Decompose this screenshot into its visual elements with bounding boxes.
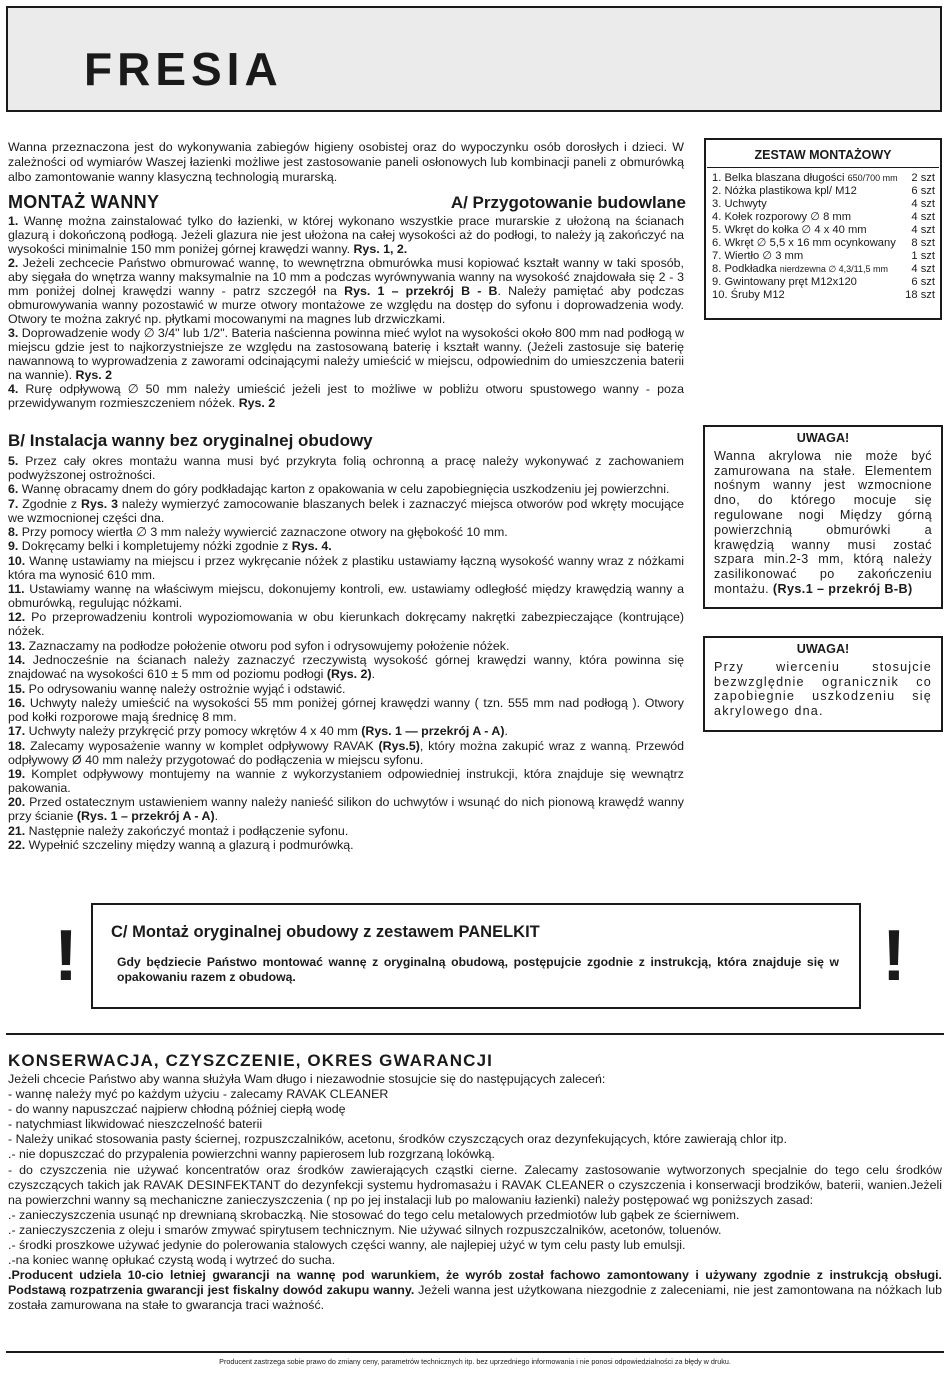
instruction-item xyxy=(8,327,684,383)
kit-divider xyxy=(707,167,939,168)
item-reference: Rys. 1 – przekrój B - B xyxy=(344,284,498,299)
instruction-item xyxy=(8,796,684,824)
item-number: 15. xyxy=(8,681,26,696)
exclamation-left-icon: ! xyxy=(54,916,78,996)
item-number: 3. xyxy=(8,326,19,341)
item-number: 4. xyxy=(8,382,19,397)
items-b-list xyxy=(8,455,684,853)
item-text: Przy pomocy wiertła ∅ 3 mm należy wywiercić zaznaczone otwory na głębokość 10 mm. xyxy=(18,525,508,540)
kit-item-name-wrap xyxy=(712,224,867,237)
item-text-after: . Należy pamiętać aby podczas obmurowywania wanny pozostawić w murze otwory montażowe ze względu na dostęp do syfonu i doprowadzenia wody. Otwory te można zakryć np. płytkami mocowanymi na magnes lub drzwiczkami. xyxy=(8,284,684,326)
instruction-item xyxy=(8,526,684,540)
item-reference: Rys. 4. xyxy=(291,539,332,554)
kit-item-name: 3. Uchwyty xyxy=(712,198,767,210)
kit-item-name: 6. Wkręt ∅ 5,5 x 16 mm ocynkowany xyxy=(712,237,896,249)
section-a-subtitle: A/ Przygotowanie budowlane xyxy=(450,193,686,212)
warranty-paragraph xyxy=(8,1268,942,1313)
conservation-line: .- zanieczyszczenia usunąć np drewnianą skrobaczką. Nie stosować do tego celu metalowych przedmiotów lub gąbek ze ścierniwem. xyxy=(8,1207,740,1222)
instruction-item xyxy=(8,540,684,554)
warning-text-ref: (Rys.1 – przekrój B-B) xyxy=(772,581,913,596)
conservation-title: KONSERWACJA, CZYSZCZENIE, OKRES GWARANCJI xyxy=(8,1051,493,1070)
kit-item xyxy=(706,263,940,276)
divider-top xyxy=(6,1033,944,1035)
item-text: Przez cały okres montażu wanna musi być przykryta folią ochronną a pracę należy wykonywać z zachowaniem podwyższonej ostrożności. xyxy=(8,454,684,482)
kit-item-qty: 18 szt xyxy=(905,289,935,301)
instruction-item xyxy=(8,825,684,839)
kit-item-name-wrap xyxy=(712,237,896,250)
kit-item-qty: 6 szt xyxy=(911,276,935,288)
item-number: 17. xyxy=(8,724,26,739)
conservation-text xyxy=(8,1072,942,1314)
item-text: Doprowadzenie wody ∅ 3/4" lub 1/2". Bateria naścienna powinna mieć wylot na wysokości około 800 mm nad podłogą w miejscu gdzie jest to najkorzystniejsze ze względu na zastosowaną baterię i kształt wanny. (Jeżeli zastosuje się baterię nawannową to wyprowadzenia z zaworami odcinającymi należy umieścić w miejscu, odpowiednim do umieszczenia baterii na wannie). xyxy=(8,326,684,382)
kit-item-name-wrap xyxy=(712,211,851,224)
conservation-line: - do wanny napuszczać najpierw chłodną później ciepłą wodę xyxy=(8,1102,346,1117)
warning-text-main: Wanna akrylowa nie może być zamurowana na stałe. Elementem nośnym wanny jest wzmocnione dno, do którego mocuje się regulowane nogi Między górną powierzchnią obmurówki a krawędzią wanny musi zostać szpara min.2-3 mm, którą należy zasilikonować po zakończeniu montażu. xyxy=(714,448,932,596)
kit-item xyxy=(706,276,940,289)
item-text: Ustawiamy wannę na właściwym miejscu, dokonujemy kontroli, ew. ustawiamy odległość między krawędzią wanny a obmurówką, regulując nóżkami. xyxy=(8,582,684,611)
warning-text: Przy wierceniu stosujcie bezwzględnie ogranicznik co zapobiegnie uszkodzeniu się akrylowego dna. xyxy=(714,659,932,719)
warning-box-acrylic xyxy=(703,425,943,609)
kit-item-detail: nierdzewna ∅ 4,3/11,5 mm xyxy=(779,264,889,274)
conservation-line: Jeżeli chcecie Państwo aby wanna służyła Wam długo i niezawodnie stosujcie się do następujących zaleceń: xyxy=(8,1072,606,1086)
warning-title: UWAGA! xyxy=(796,642,850,656)
item-text: Zgodnie z xyxy=(18,496,82,511)
kit-item xyxy=(706,250,940,263)
conservation-line: .-na koniec wannę opłukać czystą wodą i wytrzeć do sucha. xyxy=(8,1253,336,1268)
instruction-item xyxy=(8,683,684,697)
item-number: 18. xyxy=(8,738,26,753)
instruction-item xyxy=(8,257,684,327)
kit-item xyxy=(706,224,940,237)
instruction-item xyxy=(8,555,684,583)
instruction-item xyxy=(8,483,684,497)
item-reference: (Rys. 1 – przekrój A - A) xyxy=(76,809,215,824)
item-text-after: należy wymierzyć zamocowanie blaszanych belek i zaznaczyć miejsca otworów pod wkręty mocujące we wzmocnionej części dna. xyxy=(8,496,684,525)
warning-text xyxy=(714,449,932,597)
item-text: Uchwyty należy przykręcić przy pomocy wkrętów 4 x 40 mm xyxy=(25,724,362,739)
item-number: 22. xyxy=(8,837,26,852)
instruction-item xyxy=(8,839,684,853)
conservation-line: - natychmiast likwidować nieszczelność baterii xyxy=(8,1117,263,1132)
kit-item-name: 8. Podkładka xyxy=(712,263,777,275)
kit-item-name: 5. Wkręt do kołka ∅ 4 x 40 mm xyxy=(712,224,867,236)
item-reference: Rys. 2 xyxy=(75,367,113,382)
kit-item-qty: 4 szt xyxy=(911,211,935,223)
kit-item xyxy=(706,289,940,302)
item-number: 16. xyxy=(8,695,26,710)
conservation-line: .- nie dopuszczać do przypalenia powierzchni wanny papierosem lub rozgrzaną lokówką. xyxy=(8,1147,495,1162)
item-reference: (Rys. 2) xyxy=(326,667,372,682)
item-number: 5. xyxy=(8,454,19,468)
item-text: Wannę można zainstalować tylko do łazienki, w której wykonano wszystkie prace murarskie z ułożoną na ścianach glazurą i dokończoną podłogą. Jeżeli glazura nie jest ułożona na całej wysokości aż do podłogi, to należy ją zakończyć na wysokości minimalnie 150 mm poniżej górnej krawędzi wanny. xyxy=(8,214,684,256)
section-c-title: C/ Montaż oryginalnej obudowy z zestawem PANELKIT xyxy=(111,923,540,941)
conservation-line: - do czyszczenia nie używać koncentratów oraz środków zawierających cząstki cierne. Zalecamy zastosowanie wytworzonych specjalnie do tego celu środków czyszczących takich jak RAVAK DESINFEKTANT do dezynfekcji systemu hydromasażu i RAVAK CLEANER o czyszczenia i konserwacji brodzików, baterii, wanien.Jeżeli na powierzchni wanny są mechaniczne zanieczyszczenia ( np po jej instalacji lub po malowaniu łazienki) należy postępować wg poniższych zasad: xyxy=(8,1162,942,1207)
item-text: Po przeprowadzeniu kontroli wypoziomowania w obu kierunkach dokręcamy nakrętki zabezpieczające (kontrujące) nóżek. xyxy=(8,610,684,639)
item-text: Zaznaczamy na podłodze położenie otworu pod syfon i odrysowujemy położenie nóżek. xyxy=(25,638,510,653)
divider-bottom xyxy=(6,1351,944,1353)
kit-item-name: 9. Gwintowany pręt M12x120 xyxy=(712,276,857,288)
item-number: 2. xyxy=(8,256,19,271)
conservation-line: - Należy unikać stosowania pasty ściernej, rozpuszczalników, acetonu, środków czyszczących oraz dezynfekujących, które zawierają chlor itp. xyxy=(8,1132,787,1147)
kit-item-name-wrap xyxy=(712,289,785,302)
kit-item xyxy=(706,172,940,185)
kit-item-name-wrap xyxy=(712,250,803,263)
kit-item-name-wrap xyxy=(712,276,857,289)
item-number: 10. xyxy=(8,553,26,568)
item-number: 6. xyxy=(8,482,19,497)
item-reference: Rys. 1, 2. xyxy=(353,241,408,256)
kit-item-name: 4. Kołek rozporowy ∅ 8 mm xyxy=(712,211,852,223)
item-number: 12. xyxy=(8,610,26,625)
item-text: Jeżeli zechcecie Państwo obmurować wannę, to wewnętrzna obmurówka musi kopiować kształt wanny w taki sposób, aby sięgała do wnętrza wanny maksymalnie na 10 mm a podczas wyrównywania wanny na wysokość znajdowała się 2 - 3 mm poniżej dolnej krawędzi wanny - patrz szczegół na xyxy=(8,256,684,299)
item-text-after: . xyxy=(214,809,219,824)
kit-title: ZESTAW MONTAŻOWY xyxy=(754,148,892,162)
instruction-item xyxy=(8,215,684,257)
item-number: 11. xyxy=(8,582,25,597)
footer-disclaimer: Producent zastrzega sobie prawo do zmiany ceny, parametrów technicznych itp. bez uprzedniego informowania i nie ponosi odpowiedzialności za błędy w druku. xyxy=(219,1357,731,1366)
item-text-after: . xyxy=(504,724,508,739)
intro-paragraph: Wanna przeznaczona jest do wykonywania zabiegów higieny osobistej oraz do wypoczynku osób dorosłych i dzieci. W zależności od wymiarów Waszej łazienki możliwe jest zastosowanie paneli osłonowych lub kombinacji paneli z obmurówką albo zamontowanie wanny klasyczną technologią murarską. xyxy=(8,140,684,184)
kit-item xyxy=(706,211,940,224)
item-number: 7. xyxy=(8,496,19,511)
warning-title: UWAGA! xyxy=(796,431,850,445)
warranty-rest: Jeżeli wanna jest użytkowana niezgodnie z zaleceniami, nie jest zamontowana na nóżkach lub została zamurowana na stałe to gwarancja traci ważność. xyxy=(8,1283,942,1313)
kit-item-qty: 4 szt xyxy=(911,198,935,210)
item-text-after: . xyxy=(371,667,376,682)
kit-item-detail: 650/700 mm xyxy=(847,173,898,183)
item-text: Następnie należy zakończyć montaż i podłączenie syfonu. xyxy=(25,823,349,838)
item-number: 20. xyxy=(8,795,26,810)
kit-item xyxy=(706,185,940,198)
item-text: Rurę odpływową ∅ 50 mm należy umieścić jeżeli jest to możliwe w pobliżu otworu spustowego wanny - poza przewidywanym rozmieszczeniem nóżek. xyxy=(8,382,684,411)
instruction-item xyxy=(8,697,684,725)
items-a-list xyxy=(8,215,684,412)
kit-item-qty: 1 szt xyxy=(911,250,935,262)
kit-item-qty: 4 szt xyxy=(911,224,935,236)
kit-item-qty: 8 szt xyxy=(911,237,935,249)
item-text: Przed ostatecznym ustawieniem wanny należy nanieść silikon do uchwytów i wsunąć do nich pionową krawędź wanny przy ścianie xyxy=(8,795,684,824)
section-c-text: Gdy będziecie Państwo montować wannę z oryginalną obudową, postępujcie zgodnie z instrukcją, która znajduje się w opakowaniu razem z obudową. xyxy=(117,955,839,984)
warranty-bold: .Producent udziela 10-cio letniej gwarancji na wannę pod warunkiem, że wyrób został fachowo zamontowany i używany zgodnie z instrukcją obsługi. Podstawą rozpatrzenia gwarancji jest fiskalny dowód zakupu wanny. xyxy=(8,1268,942,1298)
instruction-item xyxy=(8,740,684,768)
instruction-item xyxy=(8,611,684,639)
item-reference: Rys. 3 xyxy=(81,496,118,511)
instruction-item xyxy=(8,583,684,611)
instruction-item xyxy=(8,498,684,526)
kit-item-name: 1. Belka blaszana długości xyxy=(712,172,845,184)
kit-list xyxy=(706,172,940,302)
instruction-item xyxy=(8,768,684,796)
section-b-title: B/ Instalacja wanny bez oryginalnej obudowy xyxy=(8,431,373,450)
item-text: Wypełnić szczeliny między wanną a glazurą i podmurówką. xyxy=(25,837,354,852)
item-number: 14. xyxy=(8,653,26,668)
item-text: Zalecamy wyposażenie wanny w komplet odpływowy RAVAK xyxy=(25,738,379,753)
conservation-line: .- środki proszkowe używać jedynie do polerowania stalowych części wanny, ale najlepiej użyć w tym celu pasty lub emulsji. xyxy=(8,1238,686,1253)
instruction-item xyxy=(8,640,684,654)
section-c-box xyxy=(91,903,861,1009)
item-text: Uchwyty należy umieścić na wysokości 55 mm poniżej górnej krawędzi wanny ( tzn. 555 mm nad podłogą ). Otwory pod kołki rozporowe mają średnicę 8 mm. xyxy=(8,695,684,724)
item-number: 21. xyxy=(8,823,26,838)
product-title: FRESIA xyxy=(84,43,283,95)
item-text: Wannę obracamy dnem do góry podkładając karton z opakowania w celu zapobiegnięcia uszkodzeniu jej powierzchni. xyxy=(18,482,670,497)
instruction-item xyxy=(8,654,684,682)
item-reference: (Rys. 1 — przekrój A - A) xyxy=(361,724,505,739)
section-a-title: MONTAŻ WANNY xyxy=(8,192,160,212)
kit-item-name-wrap xyxy=(712,263,888,276)
item-number: 19. xyxy=(8,766,26,781)
item-text: Komplet odpływowy montujemy na wannie z wykorzystaniem odpowiedniej instrukcji, która znajduje się wewnątrz pakowania. xyxy=(8,766,684,795)
exclamation-right-icon: ! xyxy=(882,916,906,996)
item-text: Dokręcamy belki i kompletujemy nóżki zgodnie z xyxy=(18,539,292,554)
kit-item-qty: 4 szt xyxy=(911,263,935,275)
kit-item-name: 7. Wiertło ∅ 3 mm xyxy=(712,250,804,262)
item-reference: Rys. 2 xyxy=(238,396,276,411)
item-text: Wannę ustawiamy na miejscu i przez wykręcanie nóżek z plastiku ustawiamy łączną wysokość wanny wraz z nóżkami która ma wynosić 610 mm. xyxy=(8,553,684,582)
kit-item-qty: 6 szt xyxy=(911,185,935,197)
item-text-after: , który można zakupić wraz z wanną. Przewód odpływowy Ø 40 mm należy przygotować do podłączenia w miejscu syfonu. xyxy=(8,738,684,767)
kit-item-qty: 2 szt xyxy=(911,172,935,184)
mounting-kit-box xyxy=(704,138,942,320)
item-number: 8. xyxy=(8,525,19,540)
instruction-item xyxy=(8,725,684,739)
kit-item xyxy=(706,198,940,211)
item-text: Po odrysowaniu wannę należy ostrożnie wyjąć i odstawić. xyxy=(25,681,346,696)
kit-item-name: 2. Nóżka plastikowa kpl/ M12 xyxy=(712,185,857,197)
item-reference: (Rys.5) xyxy=(378,738,420,753)
conservation-line: .- zanieczyszczenia z oleju i smarów zmywać spirytusem technicznym. Nie używać silnych rozpuszczalników, acetonów, toluenów. xyxy=(8,1222,722,1237)
conservation-line: - wannę należy myć po każdym użyciu - zalecamy RAVAK CLEANER xyxy=(8,1087,389,1102)
kit-item-name: 10. Śruby M12 xyxy=(712,289,785,301)
warning-box-drilling xyxy=(703,636,943,732)
header-banner xyxy=(6,6,942,112)
item-text: Jednocześnie na ścianach należy zaznaczyć rzeczywistą wysokość górnej krawędzi wanny, która powinna się znajdować na wysokości 610 ± 5 mm od poziomu podłogi xyxy=(8,653,684,682)
section-a-heading xyxy=(8,192,686,214)
kit-item-name-wrap xyxy=(712,172,898,185)
kit-item-name-wrap xyxy=(712,185,857,198)
item-number: 13. xyxy=(8,638,26,653)
instruction-item xyxy=(8,455,684,483)
kit-item xyxy=(706,237,940,250)
item-number: 1. xyxy=(8,214,19,228)
item-number: 9. xyxy=(8,539,19,554)
instruction-item xyxy=(8,383,684,411)
kit-item-name-wrap xyxy=(712,198,767,211)
